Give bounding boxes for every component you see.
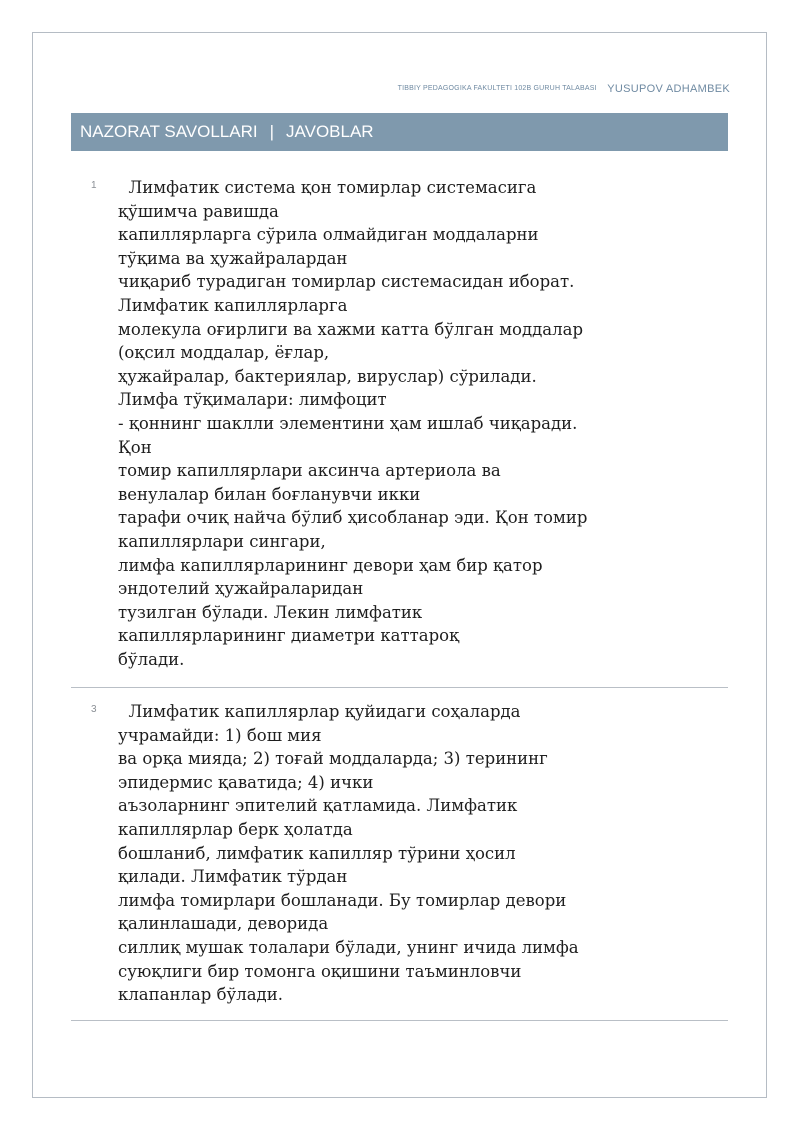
divider xyxy=(71,687,728,688)
banner-title-right: JAVOBLAR xyxy=(286,122,374,141)
faculty-label: TIBBIY PEDAGOGIKA FAKULTETI 102B GURUH TALABASI xyxy=(397,85,597,93)
student-name: YUSUPOV ADHAMBEK xyxy=(607,82,730,95)
banner-separator: | xyxy=(269,122,275,141)
section-banner xyxy=(71,113,728,151)
banner-title-left: NAZORAT SAVOLLARI xyxy=(80,122,258,141)
answer-text: Лимфатик капиллярлар қуйидаги соҳаларда учрамайди: 1) бош мия ва орқа мияда; 2) тоғай моддаларда; 3) терининг эпидермис қаватида; 4) ички аъзоларнинг эпителий қатламида. Лимфатик капиллярлар берк ҳолатда бошланиб, лимфатик капилляр тўрини ҳосил қилади. Лимфатик тўрдан лимфа томирлари бошланади. Бу томирлар девори қалинлашади, деворида силлиқ мушак толалари бўлади, унинг ичида лимфа суюқлиги бир томонга оқишини таъминловчи клапанлар бўлади. xyxy=(118,702,579,1005)
page-header xyxy=(398,80,730,98)
answer-text: Лимфатик система қон томирлар системасига қўшимча равишда капиллярларга сўрила олмайдиган моддаларни тўқима ва ҳужайралардан чиқариб турадиган томирлар системасидан иборат. Лимфатик капиллярларга молекула оғирлиги ва хажми катта бўлган моддалар (оқсил моддалар, ёғлар, ҳужайралар, бактериялар, вируслар) сўрилади. Лимфа тўқималари: лимфоцит - қоннинг шаклли элементини ҳам ишлаб чиқаради. Қон томир капиллярлари аксинча артериола ва венулалар билан боғланувчи икки тарафи очиқ найча бўлиб ҳисобланар эди. Қон томир капиллярлари сингари, лимфа капиллярларининг девори ҳам бир қатор эндотелий ҳужайраларидан тузилган бўлади. Лекин лимфатик капиллярларининг диаметри каттароқ бўлади. xyxy=(118,178,588,669)
answer-number: 3 xyxy=(91,704,97,715)
answer-number: 1 xyxy=(91,180,97,191)
divider xyxy=(71,1020,728,1021)
